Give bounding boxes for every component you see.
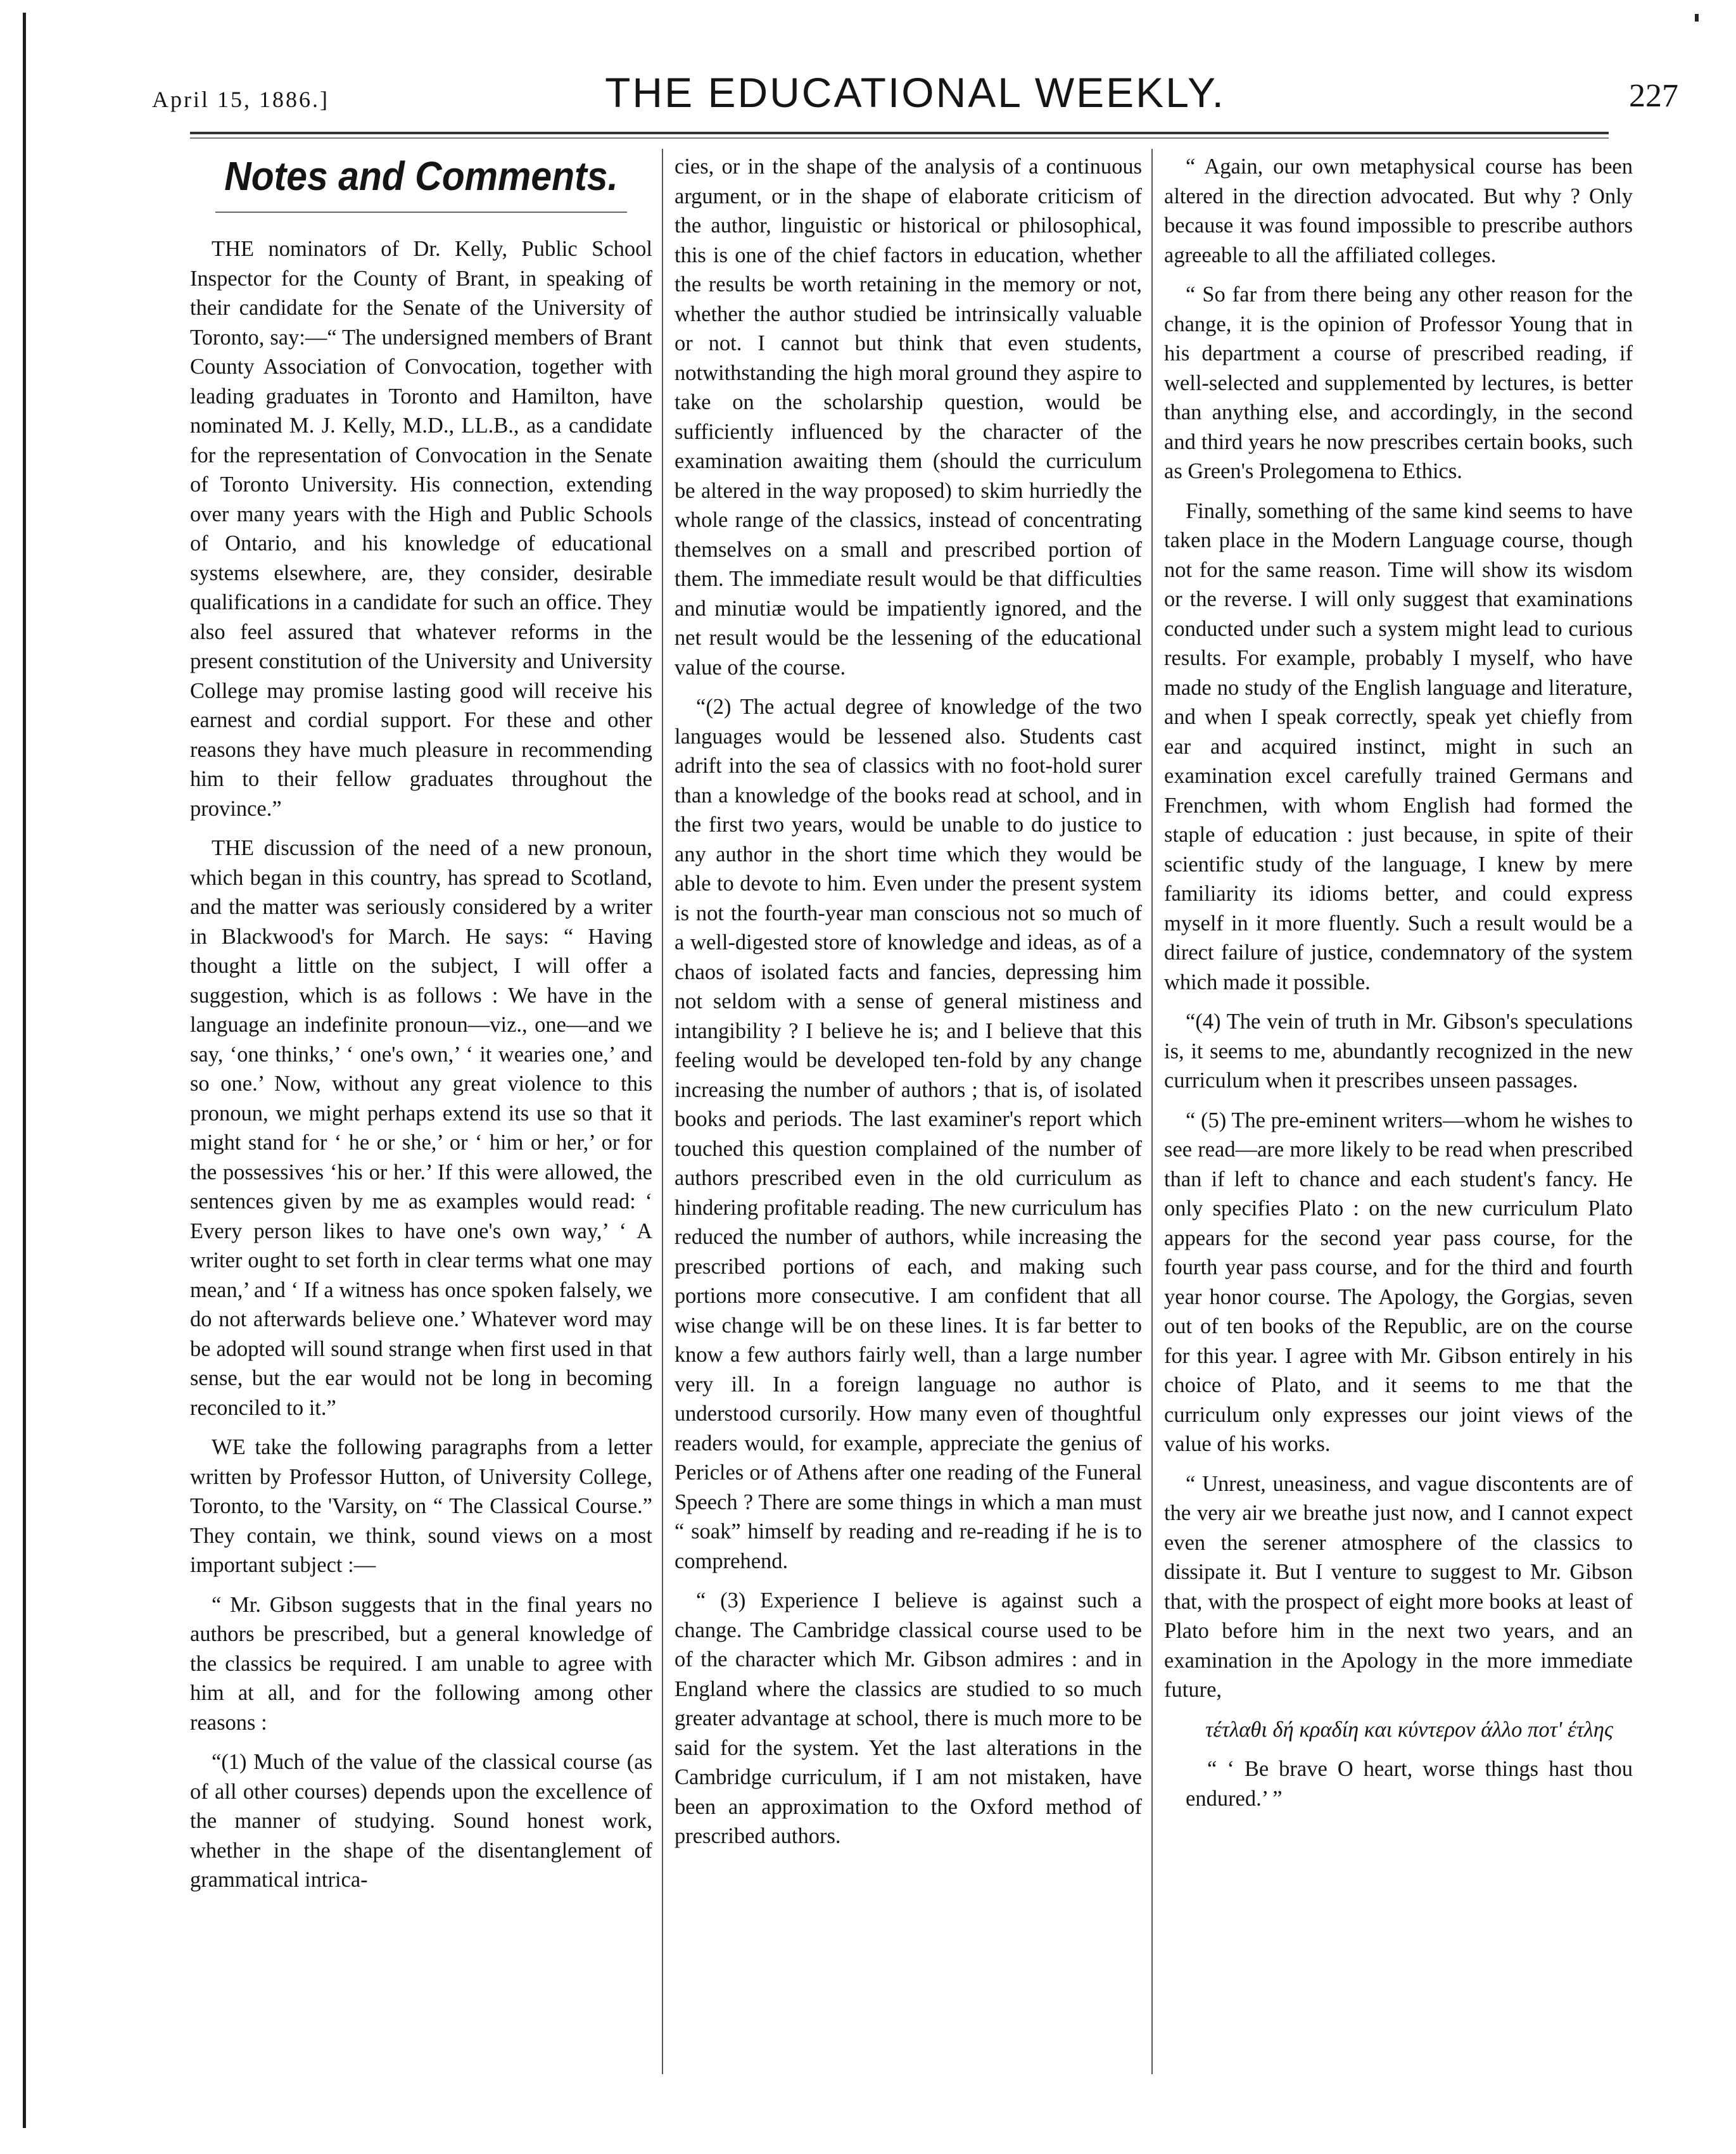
corner-mark xyxy=(1695,14,1699,22)
lead-word: THE xyxy=(212,237,255,261)
paragraph: WE take the following paragraphs from a letter written by Professor Hutton, of University College, Toronto, to the 'Varsity, on “ The Classical Course.” They contain, we think, sound views on a most important subject :— xyxy=(190,1435,652,1577)
paragraph: “ So far from there being any other reason for the change, it is the opinion of Professor Young that in his department a course of prescribed reading, if well-selected and supplemented by lectures, is better than anything else, and accordingly, in the second and third years he now prescribes certain books, such as Green's Prolegomena to Ethics. xyxy=(1164,282,1633,483)
paragraph: THE nominators of Dr. Kelly, Public School Inspector for the County of Brant, in speaking of their candidate for the Senate of the University of Toronto, say:—“ The undersigned members of Brant County Association of Convocation, together with leading graduates in Toronto and Hamilton, have nominated M. J. Kelly, M.D., LL.B., as a candidate for the representation of Convocation in the Senate of Toronto University. His connection, extending over many years with the High and Public Schools of Ontario, and his knowledge of educational systems elsewhere, are, they consider, desirable qualifications in a candidate for such an office. They also feel assured that whatever reforms in the present constitution of the University and University College may promise lasting good will receive his earnest and cordial support. For these and other reasons they have much pleasure in recommending him to their fellow graduates throughout the province.” xyxy=(190,237,652,821)
greek-quote: τέτλαθι δή κραδίη και κύντερον άλλο ποτ' έτλης xyxy=(1205,1717,1613,1742)
title-rule xyxy=(215,212,627,213)
paragraph: “ Unrest, uneasiness, and vague discontents are of the very air we breathe just now, and I cannot expect even the serener atmosphere of the classics to dissipate it. But I venture to suggest to Mr. Gibson that, with the prospect of eight more books at least of Plato before him in the next two years, and an examination in the Apology in the more immediate future, xyxy=(1164,1471,1633,1702)
paragraph: “(4) The vein of truth in Mr. Gibson's speculations is, it seems to me, abundantly recognized in the new curriculum when it prescribes unseen passages. xyxy=(1164,1010,1633,1093)
quote-translation: “ ‘ Be brave O heart, worse things hast thou endured.’ ” xyxy=(1186,1757,1633,1811)
journal-title: THE EDUCATIONAL WEEKLY. xyxy=(605,69,1226,116)
paragraph: THE discussion of the need of a new pronoun, which began in this country, has spread to Scotland, and the matter was seriously considered by a writer in Blackwood's for March. He says: “ Having thought a little on the subject, I will offer a suggestion, which is as follows : We have in the language an indefinite pronoun—viz., one—and we say, ‘one thinks,’ ‘ one's own,’ ‘ it wearies one,’ and so one.’ Now, without any great violence to this pronoun, we might perhaps extend its use so that it might stand for ‘ he or she,’ or ‘ him or her,’ or for the possessives ‘his or her.’ If this were allowed, the sentences given by me as examples would read: ‘ Every person likes to have one's own way,’ ‘ A writer ought to set forth in clear terms what one may mean,’ and ‘ If a witness has once spoken falsely, we do not afterwards believe one.’ Whatever word may be adopted will sound strange when first used in that sense, but the ear would not be long in becoming reconciled to it.” xyxy=(190,836,652,1420)
header-rule xyxy=(190,132,1609,134)
column-divider-1 xyxy=(662,149,663,2074)
paragraph: “ Mr. Gibson suggests that in the final years no authors be prescribed, but a general knowledge of the classics be required. I am unable to agree with him at all, and for the following among other reasons : xyxy=(190,1592,652,1735)
paragraph: “ (3) Experience I believe is against such a change. The Cambridge classical course used to be of the character which Mr. Gibson admires : and in England where the classics are studied to so much greater advantage at school, there is much more to be said for the system. Yet the last alterations in the Cambridge curriculum, if I am not mistaken, have been an approximation to the Oxford method of prescribed authors. xyxy=(675,1588,1142,1848)
page-edge-line xyxy=(23,13,26,2128)
column-2 xyxy=(675,152,1142,1861)
paragraph: Finally, something of the same kind seems to have taken place in the Modern Language course, though not for the same reason. Time will show its wisdom or the reverse. I will only suggest that examinations conducted under such a system might lead to curious results. For example, probably I myself, who have made no study of the English language and literature, and when I speak correctly, speak yet chiefly from ear and acquired instinct, might in such an examination excel carefully trained Germans and Frenchmen, with whom English had formed the staple of education : just because, in spite of their scientific study of the language, I knew by mere familiarity its idioms better, and could express myself in it more fluently. Such a result would be a direct failure of justice, condemnatory of the system which made it possible. xyxy=(1164,498,1633,994)
section-title: Notes and Comments. xyxy=(224,153,618,199)
lead-word: WE xyxy=(212,1435,246,1459)
paragraph: “(2) The actual degree of knowledge of the two languages would be lessened also. Students cast adrift into the sea of classics with no foot-hold surer than a knowledge of the books read at school, and in the first two years, would be unable to do justice to any author in the short time which they would be able to devote to him. Even under the present system is not the fourth-year man conscious not so much of a well-digested store of knowledge and ideas, as of a chaos of isolated facts and fancies, depressing him not seldom with a sense of general mistiness and intangibility ? I believe he is; and I believe that this feeling would be developed ten-fold by any change increasing the number of authors ; that is, of isolated books and periods. The last examiner's report which touched this question complained of the number of authors prescribed even in the old curriculum as hindering profitable reading. The new curriculum has reduced the number of authors, while increasing the prescribed portions of each, and making such portions more consecutive. I am confident that all wise change will be on these lines. It is far better to know a few authors fairly well, than a large number very ill. In a foreign language no author is understood cursorily. How many even of thoughtful readers would, for example, appreciate the genius of Pericles or of Athens after one reading of the Funeral Speech ? There are some things in which a man must “ soak” himself by reading and re-reading if he is to comprehend. xyxy=(675,695,1142,1573)
page-header xyxy=(152,68,1678,132)
issue-date: April 15, 1886.] xyxy=(152,87,329,112)
paragraph: “(1) Much of the value of the classical course (as of all other courses) depends upon the excellence of the manner of studying. Sound honest work, whether in the shape of the disentanglement of grammatical intrica- xyxy=(190,1750,652,1892)
page-number: 227 xyxy=(1629,78,1678,114)
column-1 xyxy=(190,152,652,1905)
header-rule-thin xyxy=(190,137,1609,139)
paragraph: “ Again, our own metaphysical course has been altered in the direction advocated. But why ? Only because it was found impossible to prescribe authors agreeable to all the affiliated colleges. xyxy=(1164,155,1633,267)
column-divider-2 xyxy=(1151,149,1153,2074)
paragraph: cies, or in the shape of the analysis of a continuous argument, or in the shape of elaborate criticism of the author, linguistic or historical or philosophical, this is one of the chief factors in education, whether the results be worth retaining in the memory or not, whether the author studied be intrinsically valuable or not. I cannot but think that even students, notwithstanding the high moral ground they aspire to take on the scholarship question, would be sufficiently influenced by the character of the examination awaiting them (should the curriculum be altered in the way proposed) to skim hurriedly the whole range of the classics, instead of concentrating themselves on a small and prescribed portion of them. The immediate result would be that difficulties and minutiæ would be impatiently ignored, and the net result would be the lessening of the educational value of the course. xyxy=(675,155,1142,680)
paragraph: “ (5) The pre-eminent writers—whom he wishes to see read—are more likely to be read when prescribed than if left to chance and each student's fancy. He only specifies Plato : on the new curriculum Plato appears for the second year pass course, for the fourth year pass course, and for the third and fourth year honor course. The Apology, the Gorgias, seven out of ten books of the Republic, are on the course for this year. I agree with Mr. Gibson entirely in his choice of Plato, and it seems to me that the curriculum only expresses our joint views of the value of his works. xyxy=(1164,1108,1633,1456)
lead-word: THE xyxy=(212,836,255,860)
column-3 xyxy=(1164,152,1633,1823)
